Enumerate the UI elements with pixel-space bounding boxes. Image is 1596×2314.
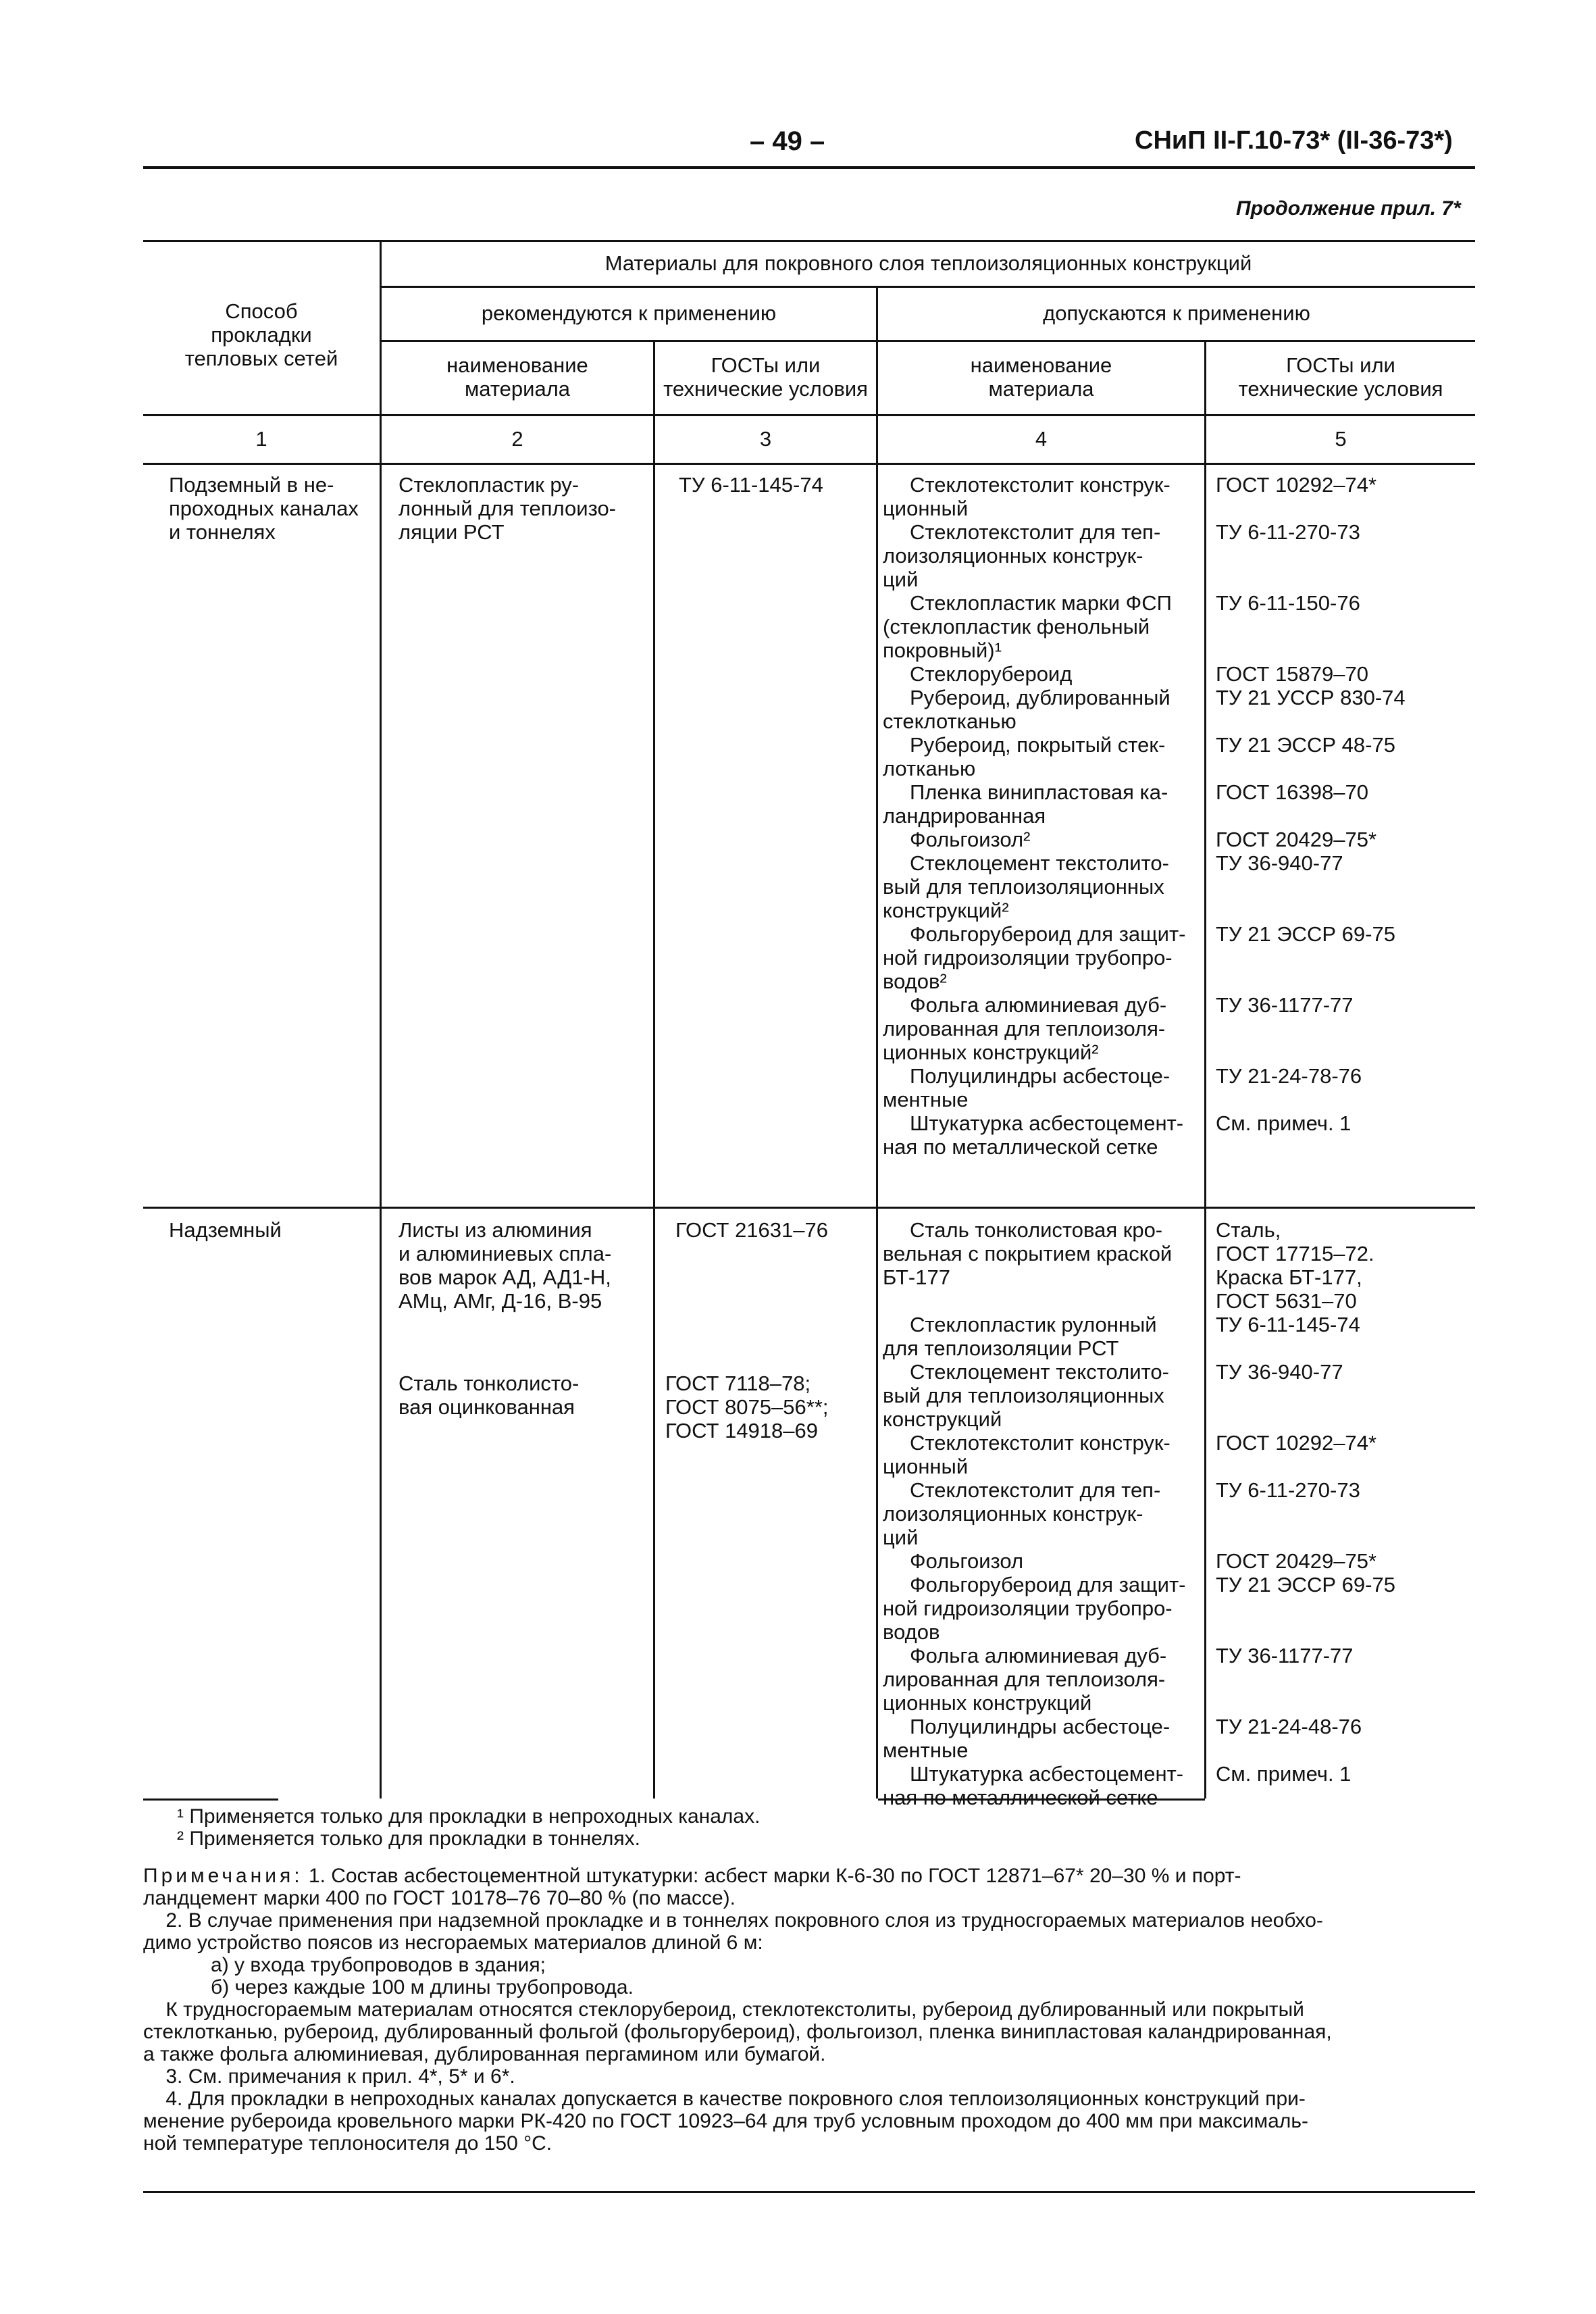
col-number-3: 3 bbox=[759, 427, 772, 451]
allowed-material-line: ной гидроизоляции трубопро- bbox=[883, 1596, 1173, 1620]
col-divider-2 bbox=[653, 340, 655, 1799]
col-number-2: 2 bbox=[511, 427, 523, 451]
allowed-material-line: ций bbox=[883, 568, 919, 591]
allowed-gost-line: ТУ 21-24-48-76 bbox=[1216, 1715, 1362, 1738]
allowed-material-line: (стеклопластик фенольный bbox=[883, 615, 1150, 638]
allowed-gost-line bbox=[1216, 1088, 1406, 1111]
allowed-material-line: ная по металлической сетке bbox=[883, 1786, 1158, 1809]
note-line: менение рубероида кровельного марки РК-420 по ГОСТ 10923–64 для труб условным проходом до 400 мм при максималь- bbox=[143, 2110, 1308, 2132]
allowed-gost-line bbox=[1216, 1738, 1395, 1762]
allowed-material-line: ционный bbox=[883, 1455, 969, 1478]
allowed-name-header: наименование материала bbox=[970, 353, 1112, 401]
note-line: К трудносгораемым материалам относятся стеклорубероид, стеклотекстолиты, рубероид дублированный или покрытый bbox=[143, 1998, 1304, 2021]
allowed-gost-line: ТУ 6-11-145-74 bbox=[1216, 1313, 1360, 1336]
allowed-material-line: лоизоляционных конструк- bbox=[883, 1502, 1143, 1526]
section2-allowed-materials bbox=[883, 1218, 1186, 1809]
allowed-gost-line: ТУ 21-24-78-76 bbox=[1216, 1064, 1362, 1088]
allowed-material-line: лотканью bbox=[883, 757, 976, 780]
header-bottom-rule bbox=[143, 414, 1475, 416]
allowed-gost-line: ТУ 21 ЭССР 69-75 bbox=[1216, 1573, 1395, 1596]
allowed-material-line: ционных конструкций² bbox=[883, 1040, 1099, 1064]
allowed-gost-line: ГОСТ 5631–70 bbox=[1216, 1289, 1357, 1313]
note-line: а) у входа трубопроводов в здания; bbox=[143, 1954, 546, 1976]
allowed-gost-line: ТУ 6-11-270-73 bbox=[1216, 520, 1360, 544]
allowed-material-line: конструкций² bbox=[883, 899, 1009, 922]
note-line: ландцемент марки 400 по ГОСТ 10178–76 70–80 % (по массе). bbox=[143, 1887, 736, 1909]
allowed-gost-line bbox=[1216, 1691, 1395, 1715]
note-line: стеклотканью, рубероид, дублированный фольгой (фольгорубероид), фольгоизол, пленка винипластовая каландрированная, bbox=[143, 2021, 1332, 2043]
allowed-material-line: ментные bbox=[883, 1738, 969, 1762]
col-divider-4 bbox=[1204, 340, 1206, 1799]
allowed-material-line: Штукатурка асбестоцемент- bbox=[910, 1111, 1184, 1135]
allowed-material-line: лированная для теплоизоля- bbox=[883, 1667, 1166, 1691]
allowed-gost-line bbox=[1216, 638, 1406, 662]
allowed-material-line: водов² bbox=[883, 970, 947, 993]
allowed-material-line: стеклотканью bbox=[883, 709, 1016, 733]
allowed-gost-line bbox=[1216, 899, 1406, 922]
allowed-gost-line: Краска БТ-177, bbox=[1216, 1265, 1362, 1289]
allowed-material-line: ций bbox=[883, 1526, 919, 1549]
section2-recommended-material-1: Листы из алюминия и алюминиевых спла- вов марок АД, АД1-Н, АМц, АМг, Д-16, В-95 bbox=[398, 1218, 612, 1313]
note-line: 4. Для прокладки в непроходных каналах допускается в качестве покровного слоя теплоизоляционных конструкций при- bbox=[143, 2088, 1306, 2110]
allowed-material-line: Стеклоцемент текстолито- bbox=[910, 851, 1169, 875]
allowed-material-line: Фольгорубероид для защит- bbox=[910, 922, 1186, 946]
section2-recommended-gost-1: ГОСТ 21631–76 bbox=[675, 1218, 828, 1242]
allowed-gost-line: ТУ 21 ЭССР 69-75 bbox=[1216, 922, 1395, 946]
footnotes bbox=[177, 1805, 760, 1850]
allowed-gost-line: ТУ 6-11-150-76 bbox=[1216, 591, 1360, 615]
page-number: – 49 – bbox=[750, 126, 825, 156]
allowed-gost-line: Сталь, bbox=[1216, 1218, 1281, 1242]
allowed-material-line: Стеклотекстолит конструк- bbox=[910, 473, 1170, 497]
allowed-material-line: Стеклорубероид bbox=[910, 662, 1073, 686]
allowed-gost-line bbox=[1216, 970, 1406, 993]
allowed-gost-line bbox=[1216, 615, 1406, 638]
allowed-gost-line: ГОСТ 15879–70 bbox=[1216, 662, 1368, 686]
allowed-material-line: Штукатурка асбестоцемент- bbox=[910, 1762, 1184, 1786]
allowed-material-line: ной гидроизоляции трубопро- bbox=[883, 946, 1173, 970]
col-divider-3 bbox=[876, 286, 878, 1799]
continuation-label: Продолжение прил. 7* bbox=[1236, 197, 1461, 220]
allowed-gost-line: ТУ 36-940-77 bbox=[1216, 851, 1343, 875]
allowed-gost-line: ТУ 21 УССР 830-74 bbox=[1216, 686, 1406, 709]
section2-allowed-gosts bbox=[1216, 1218, 1395, 1809]
allowed-gost-line: ТУ 36-940-77 bbox=[1216, 1360, 1343, 1384]
col-numbers-rule bbox=[143, 463, 1475, 465]
section1-allowed-gosts bbox=[1216, 473, 1406, 1159]
allowed-material-line bbox=[883, 1289, 1186, 1313]
allowed-material-line: Полуцилиндры асбестоце- bbox=[910, 1715, 1170, 1738]
allowed-material-line: Пленка винипластовая ка- bbox=[910, 780, 1168, 804]
section1-allowed-materials bbox=[883, 473, 1186, 1159]
allowed-gost-line bbox=[1216, 1526, 1395, 1549]
allowed-material-line: водов bbox=[883, 1620, 940, 1644]
allowed-gost-line bbox=[1216, 1596, 1395, 1620]
allowed-material-line: для теплоизоляции РСТ bbox=[883, 1336, 1119, 1360]
allowed-material-line: БТ-177 bbox=[883, 1265, 950, 1289]
allowed-material-line: Сталь тонколистовая кро- bbox=[910, 1218, 1163, 1242]
group-header-rule bbox=[380, 286, 1475, 288]
allowed-material-line: ционный bbox=[883, 497, 969, 520]
section-divider-rule bbox=[143, 1207, 1475, 1209]
allowed-material-line: Фольга алюминиевая дуб- bbox=[910, 993, 1167, 1017]
allowed-material-line: вый для теплоизоляционных bbox=[883, 875, 1164, 899]
allowed-gost-line: ТУ 36-1177-77 bbox=[1216, 993, 1354, 1017]
header-rule bbox=[143, 166, 1475, 169]
document-code: СНиП II-Г.10-73* (II-36-73*) bbox=[1135, 126, 1453, 155]
allowed-material-line: Фольга алюминиевая дуб- bbox=[910, 1644, 1167, 1667]
note-line: б) через каждые 100 м длины трубопровода. bbox=[143, 1976, 634, 1998]
notes-block bbox=[143, 1865, 1332, 2155]
allowed-header: допускаются к применению bbox=[1043, 301, 1310, 325]
allowed-material-line: Рубероид, покрытый стек- bbox=[910, 733, 1166, 757]
allowed-gost-line bbox=[1216, 1786, 1395, 1809]
allowed-gost-header: ГОСТы или технические условия bbox=[1238, 353, 1443, 401]
footnote-rule bbox=[143, 1799, 278, 1801]
allowed-material-line: Рубероид, дублированный bbox=[910, 686, 1170, 709]
allowed-gost-line bbox=[1216, 1502, 1395, 1526]
section2-recommended-gost-2: ГОСТ 7118–78; ГОСТ 8075–56**; ГОСТ 14918–69 bbox=[665, 1372, 829, 1442]
allowed-gost-line: ТУ 6-11-270-73 bbox=[1216, 1478, 1360, 1502]
allowed-gost-line: См. примеч. 1 bbox=[1216, 1111, 1352, 1135]
note-line: димо устройство поясов из несгораемых материалов длиной 6 м: bbox=[143, 1932, 763, 1954]
notes-label: Примечания: bbox=[143, 1865, 303, 1887]
allowed-material-line: Стеклоцемент текстолито- bbox=[910, 1360, 1169, 1384]
allowed-gost-line bbox=[1216, 1336, 1395, 1360]
allowed-material-line: ная по металлической сетке bbox=[883, 1135, 1158, 1159]
allowed-material-line: Стеклопластик рулонный bbox=[910, 1313, 1157, 1336]
allowed-gost-line: ГОСТ 16398–70 bbox=[1216, 780, 1368, 804]
footnote-2: ² Применяется только для прокладки в тоннелях. bbox=[177, 1828, 641, 1850]
allowed-material-line: Стеклотекстолит конструк- bbox=[910, 1431, 1170, 1455]
allowed-gost-line: ГОСТ 17715–72. bbox=[1216, 1242, 1374, 1265]
col-number-4: 4 bbox=[1035, 427, 1048, 451]
col-number-5: 5 bbox=[1335, 427, 1347, 451]
col-divider-1 bbox=[380, 240, 382, 1799]
allowed-material-line: Полуцилиндры асбестоце- bbox=[910, 1064, 1170, 1088]
allowed-gost-line bbox=[1216, 804, 1406, 828]
subgroup-header-rule bbox=[380, 340, 1475, 342]
allowed-material-line: вельная с покрытием краской bbox=[883, 1242, 1173, 1265]
allowed-material-line: Фольгоизол² bbox=[910, 828, 1031, 851]
allowed-gost-line bbox=[1216, 497, 1406, 520]
allowed-gost-line bbox=[1216, 875, 1406, 899]
note-line: а также фольга алюминиевая, дублированная пергамином или бумагой. bbox=[143, 2043, 826, 2065]
allowed-material-line: Фольгоизол bbox=[910, 1549, 1024, 1573]
allowed-gost-line: ГОСТ 10292–74* bbox=[1216, 1431, 1377, 1455]
allowed-gost-line: ГОСТ 20429–75* bbox=[1216, 1549, 1377, 1573]
allowed-material-line: Стеклотекстолит для теп- bbox=[910, 1478, 1161, 1502]
allowed-material-line: Стеклотекстолит для теп- bbox=[910, 520, 1161, 544]
allowed-gost-line bbox=[1216, 1407, 1395, 1431]
note-line: ной температуре теплоносителя до 150 °С. bbox=[143, 2132, 552, 2155]
note-line: 3. См. примечания к прил. 4*, 5* и 6*. bbox=[143, 2065, 515, 2088]
section2-recommended-material-2: Сталь тонколисто- вая оцинкованная bbox=[398, 1372, 580, 1419]
allowed-gost-line bbox=[1216, 1455, 1395, 1478]
note-line: 1. Состав асбестоцементной штукатурки: асбест марки К-6-30 по ГОСТ 12871–67* 20–30 % и порт- bbox=[303, 1865, 1241, 1887]
allowed-gost-line bbox=[1216, 544, 1406, 568]
allowed-material-line: лоизоляционных конструк- bbox=[883, 544, 1143, 568]
rec-gost-header: ГОСТы или технические условия bbox=[663, 353, 868, 401]
allowed-gost-line bbox=[1216, 1040, 1406, 1064]
allowed-material-line: ландрированная bbox=[883, 804, 1046, 828]
allowed-gost-line: ГОСТ 20429–75* bbox=[1216, 828, 1377, 851]
allowed-gost-line: ТУ 36-1177-77 bbox=[1216, 1644, 1354, 1667]
rec-name-header: наименование материала bbox=[446, 353, 588, 401]
allowed-gost-line: ТУ 21 ЭССР 48-75 bbox=[1216, 733, 1395, 757]
allowed-material-line: Фольгорубероид для защит- bbox=[910, 1573, 1186, 1596]
allowed-gost-line bbox=[1216, 568, 1406, 591]
allowed-gost-line bbox=[1216, 1667, 1395, 1691]
footnote-1: ¹ Применяется только для прокладки в непроходных каналах. bbox=[177, 1805, 761, 1828]
note-line: 2. В случае применения при надземной прокладке и в тоннелях покровного слоя из трудносгораемых материалов необхо- bbox=[143, 1909, 1323, 1932]
allowed-gost-line bbox=[1216, 1384, 1395, 1407]
section1-method: Подземный в не- проходных каналах и тоннелях bbox=[169, 473, 359, 544]
allowed-material-line: лированная для теплоизоля- bbox=[883, 1017, 1166, 1040]
allowed-material-line: конструкций bbox=[883, 1407, 1002, 1431]
table-top-rule bbox=[143, 240, 1475, 242]
section1-recommended-material: Стеклопластик ру- лонный для теплоизо- ляции РСТ bbox=[398, 473, 617, 544]
allowed-gost-line bbox=[1216, 946, 1406, 970]
section2-method: Надземный bbox=[169, 1218, 282, 1242]
allowed-material-line: вый для теплоизоляционных bbox=[883, 1384, 1164, 1407]
recommended-header: рекомендуются к применению bbox=[481, 301, 777, 325]
allowed-gost-line bbox=[1216, 1135, 1406, 1159]
allowed-gost-line: См. примеч. 1 bbox=[1216, 1762, 1352, 1786]
section1-recommended-gost: ТУ 6-11-145-74 bbox=[679, 473, 823, 497]
allowed-gost-line: ГОСТ 10292–74* bbox=[1216, 473, 1377, 497]
allowed-gost-line bbox=[1216, 1017, 1406, 1040]
allowed-gost-line bbox=[1216, 1620, 1395, 1644]
allowed-gost-line bbox=[1216, 709, 1406, 733]
allowed-material-line: покровный)¹ bbox=[883, 638, 1002, 662]
method-header: Способ прокладки тепловых сетей bbox=[184, 299, 338, 370]
allowed-gost-line bbox=[1216, 757, 1406, 780]
allowed-material-line: ционных конструкций bbox=[883, 1691, 1092, 1715]
allowed-material-line: ментные bbox=[883, 1088, 969, 1111]
allowed-material-line: Стеклопластик марки ФСП bbox=[910, 591, 1172, 615]
col-number-1: 1 bbox=[255, 427, 267, 451]
materials-group-header: Материалы для покровного слоя теплоизоляционных конструкций bbox=[604, 251, 1252, 275]
bottom-rule bbox=[143, 2191, 1475, 2193]
